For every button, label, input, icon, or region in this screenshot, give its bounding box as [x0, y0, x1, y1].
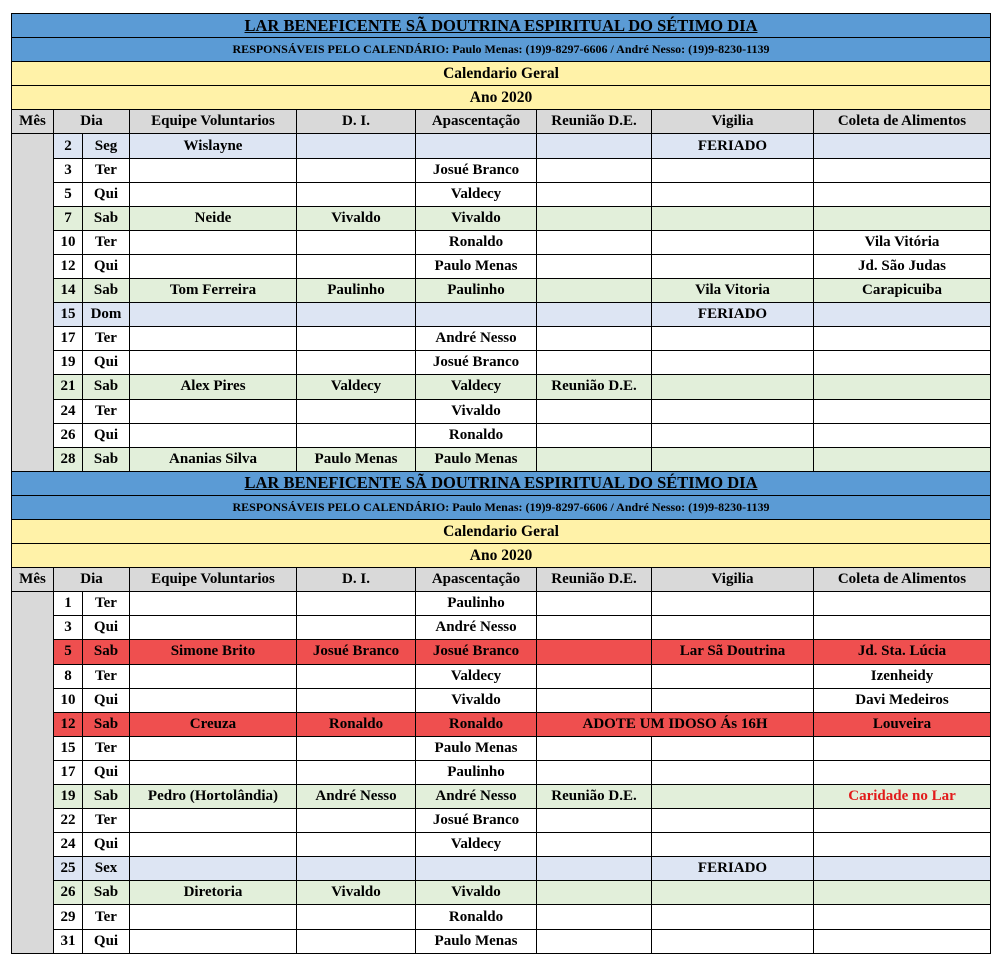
day-number: 14 — [54, 279, 83, 303]
vigilia-cell — [652, 929, 814, 953]
coleta-cell — [814, 929, 991, 953]
table-row — [12, 616, 991, 640]
reuniao-cell: Reunião D.E. — [537, 375, 652, 399]
coleta-cell — [814, 206, 991, 230]
table-row — [12, 833, 991, 857]
weekday: Sab — [83, 640, 130, 664]
equipe-cell — [130, 688, 297, 712]
weekday: Ter — [83, 905, 130, 929]
reuniao-cell — [537, 736, 652, 760]
table-row — [12, 688, 991, 712]
weekday: Sab — [83, 785, 130, 809]
apascentacao-cell: Paulo Menas — [416, 447, 537, 471]
apascentacao-cell: Paulinho — [416, 760, 537, 784]
apascentacao-cell: André Nesso — [416, 785, 537, 809]
di-cell — [297, 760, 416, 784]
equipe-cell — [130, 929, 297, 953]
weekday: Sab — [83, 447, 130, 471]
equipe-cell — [130, 592, 297, 616]
di-cell — [297, 230, 416, 254]
weekday: Ter — [83, 158, 130, 182]
di-cell — [297, 833, 416, 857]
equipe-cell — [130, 230, 297, 254]
reuniao-cell — [537, 905, 652, 929]
coleta-cell — [814, 327, 991, 351]
weekday: Qui — [83, 254, 130, 278]
vigilia-cell: FERIADO — [652, 134, 814, 158]
equipe-cell — [130, 303, 297, 327]
month-label-cell — [12, 592, 54, 953]
weekday: Qui — [83, 182, 130, 206]
apascentacao-cell: Ronaldo — [416, 905, 537, 929]
weekday: Qui — [83, 423, 130, 447]
day-number: 25 — [54, 857, 83, 881]
day-number: 19 — [54, 785, 83, 809]
di-cell — [297, 929, 416, 953]
day-number: 17 — [54, 327, 83, 351]
col-header-vigilia: Vigilia — [652, 110, 814, 134]
equipe-cell — [130, 905, 297, 929]
apascentacao-cell: Vivaldo — [416, 399, 537, 423]
coleta-cell — [814, 736, 991, 760]
calendar-subtitle: Calendario Geral — [12, 519, 991, 543]
day-number: 3 — [54, 158, 83, 182]
column-header-row — [12, 110, 991, 134]
apascentacao-cell: Paulo Menas — [416, 736, 537, 760]
apascentacao-cell: Paulo Menas — [416, 929, 537, 953]
reuniao-cell — [537, 592, 652, 616]
coleta-cell — [814, 760, 991, 784]
reuniao-cell — [537, 134, 652, 158]
apascentacao-cell: Josué Branco — [416, 158, 537, 182]
vigilia-cell — [652, 447, 814, 471]
day-number: 29 — [54, 905, 83, 929]
day-number: 19 — [54, 351, 83, 375]
di-cell — [297, 182, 416, 206]
equipe-cell: Diretoria — [130, 881, 297, 905]
col-header-apascentacao: Apascentação — [416, 568, 537, 592]
subtitle-row — [12, 62, 991, 86]
title-banner — [12, 471, 991, 495]
event-merged-cell: ADOTE UM IDOSO Ás 16H — [537, 712, 814, 736]
reuniao-cell — [537, 664, 652, 688]
col-header-coleta: Coleta de Alimentos — [814, 110, 991, 134]
weekday: Ter — [83, 592, 130, 616]
coleta-cell — [814, 351, 991, 375]
di-cell — [297, 664, 416, 688]
vigilia-cell — [652, 664, 814, 688]
coleta-cell: Jd. Sta. Lúcia — [814, 640, 991, 664]
di-cell — [297, 327, 416, 351]
column-header-row — [12, 568, 991, 592]
reuniao-cell — [537, 640, 652, 664]
day-number: 12 — [54, 254, 83, 278]
vigilia-cell — [652, 592, 814, 616]
coleta-cell — [814, 423, 991, 447]
equipe-cell — [130, 664, 297, 688]
title-banner — [12, 14, 991, 38]
col-header-mes: Mês — [12, 110, 54, 134]
equipe-cell: Simone Brito — [130, 640, 297, 664]
col-header-equipe: Equipe Voluntarios — [130, 568, 297, 592]
table-row — [12, 760, 991, 784]
table-row — [12, 375, 991, 399]
coleta-cell — [814, 447, 991, 471]
vigilia-cell — [652, 399, 814, 423]
reuniao-cell — [537, 303, 652, 327]
weekday: Ter — [83, 664, 130, 688]
equipe-cell: Wislayne — [130, 134, 297, 158]
apascentacao-cell: Josué Branco — [416, 809, 537, 833]
col-header-dia: Dia — [54, 110, 130, 134]
di-cell — [297, 399, 416, 423]
di-cell — [297, 616, 416, 640]
equipe-cell — [130, 254, 297, 278]
vigilia-cell — [652, 182, 814, 206]
coleta-cell — [814, 303, 991, 327]
coleta-cell — [814, 857, 991, 881]
table-row — [12, 857, 991, 881]
di-cell — [297, 351, 416, 375]
vigilia-cell: Vila Vitoria — [652, 279, 814, 303]
di-cell — [297, 688, 416, 712]
calendar-year: Ano 2020 — [12, 86, 991, 110]
coleta-cell: Caridade no Lar — [814, 785, 991, 809]
table-row — [12, 809, 991, 833]
equipe-cell — [130, 616, 297, 640]
di-cell: Josué Branco — [297, 640, 416, 664]
vigilia-cell — [652, 375, 814, 399]
di-cell: Paulinho — [297, 279, 416, 303]
day-number: 3 — [54, 616, 83, 640]
page-title: LAR BENEFICENTE SÃ DOUTRINA ESPIRITUAL DO SÉTIMO DIA — [12, 471, 991, 495]
table-row — [12, 254, 991, 278]
day-number: 8 — [54, 664, 83, 688]
day-number: 31 — [54, 929, 83, 953]
di-cell — [297, 254, 416, 278]
apascentacao-cell — [416, 857, 537, 881]
coleta-cell — [814, 616, 991, 640]
vigilia-cell — [652, 809, 814, 833]
table-row — [12, 134, 991, 158]
coleta-cell — [814, 592, 991, 616]
day-number: 22 — [54, 809, 83, 833]
vigilia-cell — [652, 230, 814, 254]
equipe-cell — [130, 857, 297, 881]
di-cell: Ronaldo — [297, 712, 416, 736]
equipe-cell — [130, 182, 297, 206]
weekday: Sab — [83, 712, 130, 736]
weekday: Sab — [83, 881, 130, 905]
equipe-cell — [130, 327, 297, 351]
day-number: 12 — [54, 712, 83, 736]
weekday: Sab — [83, 279, 130, 303]
reuniao-cell: Reunião D.E. — [537, 785, 652, 809]
day-number: 10 — [54, 688, 83, 712]
reuniao-cell — [537, 688, 652, 712]
vigilia-cell — [652, 616, 814, 640]
coleta-cell: Izenheidy — [814, 664, 991, 688]
coleta-cell — [814, 881, 991, 905]
subtitle-row — [12, 519, 991, 543]
di-cell — [297, 857, 416, 881]
equipe-cell — [130, 736, 297, 760]
di-cell — [297, 592, 416, 616]
reuniao-cell — [537, 327, 652, 351]
weekday: Qui — [83, 929, 130, 953]
weekday: Sex — [83, 857, 130, 881]
table-row — [12, 785, 991, 809]
weekday: Sab — [83, 375, 130, 399]
month-label: DEZEMBRO — [51, 724, 54, 821]
apascentacao-cell: André Nesso — [416, 327, 537, 351]
responsaveis-text: RESPONSÁVEIS PELO CALENDÁRIO: Paulo Menas: (19)9-8297-6606 / André Nesso: (19)9-8230-1139 — [12, 38, 991, 62]
responsaveis-banner — [12, 495, 991, 519]
table-row — [12, 423, 991, 447]
vigilia-cell — [652, 254, 814, 278]
apascentacao-cell: Paulo Menas — [416, 254, 537, 278]
table-row — [12, 230, 991, 254]
col-header-reuniao: Reunião D.E. — [537, 568, 652, 592]
weekday: Qui — [83, 688, 130, 712]
weekday: Qui — [83, 760, 130, 784]
di-cell: Paulo Menas — [297, 447, 416, 471]
di-cell: Valdecy — [297, 375, 416, 399]
weekday: Ter — [83, 809, 130, 833]
day-number: 15 — [54, 736, 83, 760]
table-row — [12, 736, 991, 760]
reuniao-cell — [537, 351, 652, 375]
apascentacao-cell: Vivaldo — [416, 206, 537, 230]
di-cell — [297, 303, 416, 327]
reuniao-cell — [537, 206, 652, 230]
vigilia-cell — [652, 423, 814, 447]
di-cell: Vivaldo — [297, 881, 416, 905]
table-row — [12, 712, 991, 736]
equipe-cell — [130, 399, 297, 423]
coleta-cell — [814, 134, 991, 158]
page-title: LAR BENEFICENTE SÃ DOUTRINA ESPIRITUAL DO SÉTIMO DIA — [12, 14, 991, 38]
reuniao-cell — [537, 399, 652, 423]
weekday: Ter — [83, 230, 130, 254]
vigilia-cell — [652, 688, 814, 712]
apascentacao-cell: Valdecy — [416, 664, 537, 688]
vigilia-cell: FERIADO — [652, 857, 814, 881]
coleta-cell: Vila Vitória — [814, 230, 991, 254]
equipe-cell — [130, 809, 297, 833]
reuniao-cell — [537, 279, 652, 303]
col-header-mes: Mês — [12, 568, 54, 592]
col-header-apascentacao: Apascentação — [416, 110, 537, 134]
equipe-cell — [130, 833, 297, 857]
coleta-cell — [814, 833, 991, 857]
coleta-cell — [814, 375, 991, 399]
equipe-cell — [130, 158, 297, 182]
apascentacao-cell: Vivaldo — [416, 688, 537, 712]
equipe-cell — [130, 351, 297, 375]
calendar-subtitle: Calendario Geral — [12, 62, 991, 86]
table-row — [12, 158, 991, 182]
day-number: 10 — [54, 230, 83, 254]
calendar-sheet — [11, 13, 990, 954]
coleta-cell — [814, 158, 991, 182]
vigilia-cell — [652, 206, 814, 230]
vigilia-cell — [652, 905, 814, 929]
reuniao-cell — [537, 833, 652, 857]
apascentacao-cell: Josué Branco — [416, 640, 537, 664]
table-row — [12, 447, 991, 471]
coleta-cell: Louveira — [814, 712, 991, 736]
vigilia-cell — [652, 760, 814, 784]
day-number: 28 — [54, 447, 83, 471]
weekday: Ter — [83, 399, 130, 423]
di-cell — [297, 905, 416, 929]
day-number: 26 — [54, 881, 83, 905]
coleta-cell: Carapicuiba — [814, 279, 991, 303]
day-number: 5 — [54, 640, 83, 664]
equipe-cell: Ananias Silva — [130, 447, 297, 471]
weekday: Ter — [83, 736, 130, 760]
reuniao-cell — [537, 929, 652, 953]
coleta-cell — [814, 905, 991, 929]
di-cell — [297, 158, 416, 182]
responsaveis-banner — [12, 38, 991, 62]
weekday: Seg — [83, 134, 130, 158]
reuniao-cell — [537, 809, 652, 833]
calendar-year: Ano 2020 — [12, 544, 991, 568]
apascentacao-cell: Valdecy — [416, 833, 537, 857]
vigilia-cell — [652, 736, 814, 760]
apascentacao-cell — [416, 303, 537, 327]
col-header-coleta: Coleta de Alimentos — [814, 568, 991, 592]
day-number: 15 — [54, 303, 83, 327]
vigilia-cell — [652, 785, 814, 809]
vigilia-cell — [652, 833, 814, 857]
table-row — [12, 206, 991, 230]
reuniao-cell — [537, 423, 652, 447]
day-number: 21 — [54, 375, 83, 399]
day-number: 26 — [54, 423, 83, 447]
day-number: 24 — [54, 833, 83, 857]
day-number: 7 — [54, 206, 83, 230]
vigilia-cell — [652, 881, 814, 905]
equipe-cell: Tom Ferreira — [130, 279, 297, 303]
reuniao-cell — [537, 616, 652, 640]
equipe-cell: Creuza — [130, 712, 297, 736]
vigilia-cell — [652, 327, 814, 351]
apascentacao-cell: Paulinho — [416, 279, 537, 303]
equipe-cell: Alex Pires — [130, 375, 297, 399]
reuniao-cell — [537, 158, 652, 182]
equipe-cell: Pedro (Hortolândia) — [130, 785, 297, 809]
apascentacao-cell: Josué Branco — [416, 351, 537, 375]
weekday: Qui — [83, 833, 130, 857]
weekday: Qui — [83, 616, 130, 640]
coleta-cell: Jd. São Judas — [814, 254, 991, 278]
col-header-vigilia: Vigilia — [652, 568, 814, 592]
vigilia-cell: Lar Sã Doutrina — [652, 640, 814, 664]
apascentacao-cell: Vivaldo — [416, 881, 537, 905]
reuniao-cell — [537, 857, 652, 881]
reuniao-cell — [537, 254, 652, 278]
col-header-dia: Dia — [54, 568, 130, 592]
equipe-cell — [130, 760, 297, 784]
coleta-cell — [814, 182, 991, 206]
col-header-equipe: Equipe Voluntarios — [130, 110, 297, 134]
weekday: Sab — [83, 206, 130, 230]
apascentacao-cell — [416, 134, 537, 158]
col-header-di: D. I. — [297, 110, 416, 134]
table-row — [12, 929, 991, 953]
calendar-table — [11, 13, 991, 954]
table-row — [12, 182, 991, 206]
table-row — [12, 303, 991, 327]
weekday: Ter — [83, 327, 130, 351]
reuniao-cell — [537, 760, 652, 784]
day-number: 24 — [54, 399, 83, 423]
di-cell — [297, 423, 416, 447]
table-row — [12, 640, 991, 664]
table-row — [12, 327, 991, 351]
col-header-di: D. I. — [297, 568, 416, 592]
day-number: 2 — [54, 134, 83, 158]
reuniao-cell — [537, 881, 652, 905]
apascentacao-cell: Paulinho — [416, 592, 537, 616]
day-number: 1 — [54, 592, 83, 616]
di-cell — [297, 736, 416, 760]
apascentacao-cell: Valdecy — [416, 375, 537, 399]
table-row — [12, 664, 991, 688]
di-cell — [297, 134, 416, 158]
equipe-cell: Neide — [130, 206, 297, 230]
table-row — [12, 881, 991, 905]
apascentacao-cell: Ronaldo — [416, 712, 537, 736]
vigilia-cell: FERIADO — [652, 303, 814, 327]
day-number: 17 — [54, 760, 83, 784]
table-row — [12, 279, 991, 303]
vigilia-cell — [652, 158, 814, 182]
di-cell: Vivaldo — [297, 206, 416, 230]
vigilia-cell — [652, 351, 814, 375]
reuniao-cell — [537, 447, 652, 471]
apascentacao-cell: Valdecy — [416, 182, 537, 206]
di-cell — [297, 809, 416, 833]
reuniao-cell — [537, 230, 652, 254]
col-header-reuniao: Reunião D.E. — [537, 110, 652, 134]
coleta-cell — [814, 399, 991, 423]
table-row — [12, 905, 991, 929]
apascentacao-cell: Ronaldo — [416, 230, 537, 254]
weekday: Dom — [83, 303, 130, 327]
weekday: Qui — [83, 351, 130, 375]
coleta-cell — [814, 809, 991, 833]
month-label-cell — [12, 134, 54, 471]
year-row — [12, 86, 991, 110]
coleta-cell: Davi Medeiros — [814, 688, 991, 712]
equipe-cell — [130, 423, 297, 447]
table-row — [12, 351, 991, 375]
apascentacao-cell: Ronaldo — [416, 423, 537, 447]
year-row — [12, 544, 991, 568]
reuniao-cell — [537, 182, 652, 206]
di-cell: André Nesso — [297, 785, 416, 809]
responsaveis-text: RESPONSÁVEIS PELO CALENDÁRIO: Paulo Menas: (19)9-8297-6606 / André Nesso: (19)9-8230-1139 — [12, 495, 991, 519]
apascentacao-cell: André Nesso — [416, 616, 537, 640]
table-row — [12, 592, 991, 616]
table-row — [12, 399, 991, 423]
day-number: 5 — [54, 182, 83, 206]
